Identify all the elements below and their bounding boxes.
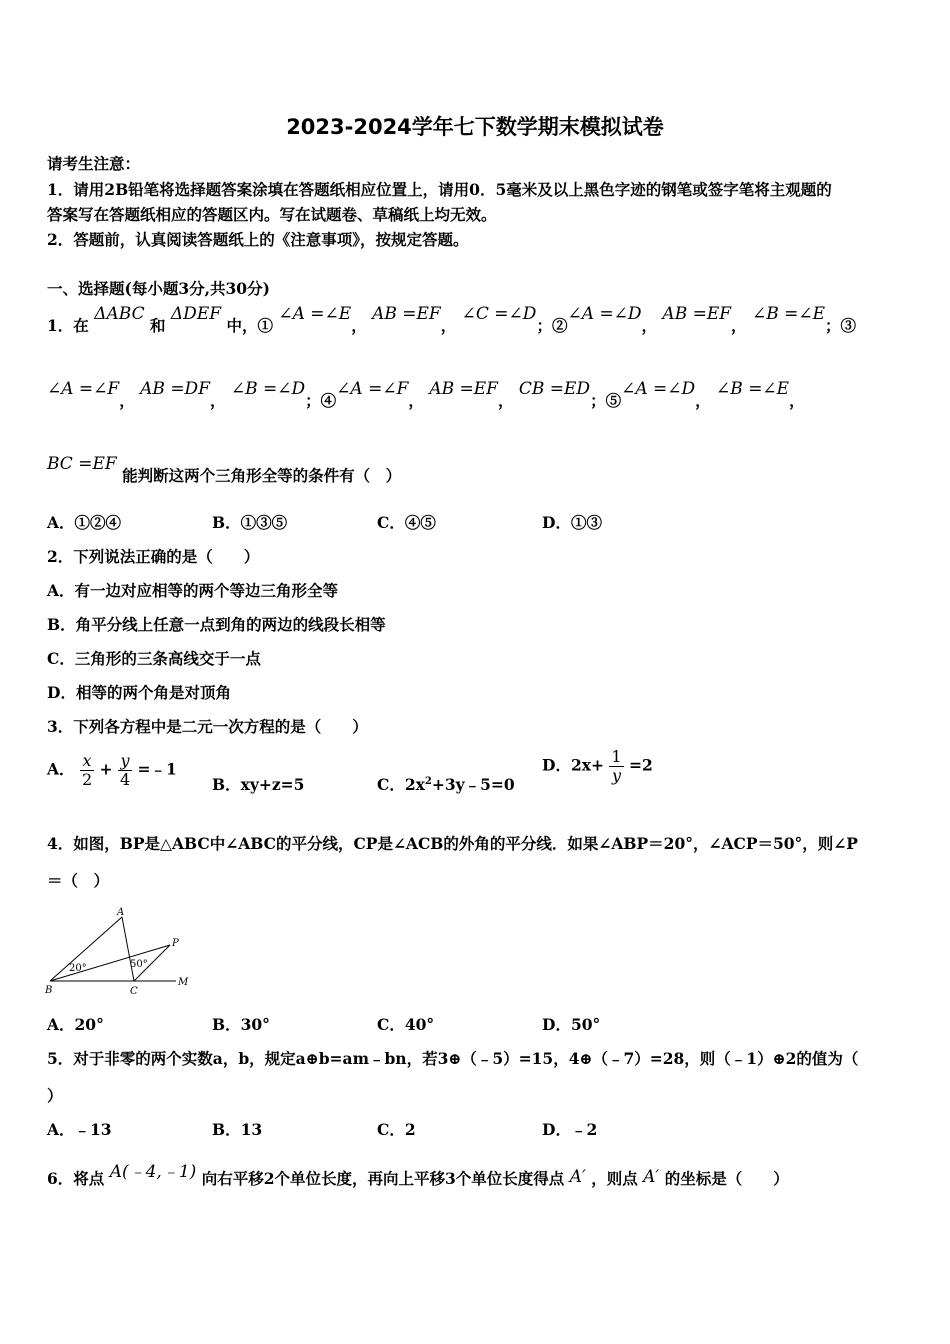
q5-stem-1: 5．对于非零的两个实数a，b，规定a⊕b=am﹣bn，若3⊕（﹣5）=15，4⊕（﹣7）=28，则（﹣1）⊕2的值为（ bbox=[47, 1049, 859, 1068]
q1-cond-2b: AB =EF bbox=[662, 304, 732, 324]
q6-point-a-prime-1: A′ bbox=[569, 1167, 586, 1187]
q1-cond-1b: AB =EF bbox=[372, 304, 441, 324]
section-heading: 一、选择题(每小题3分,共30分) bbox=[47, 279, 270, 298]
q5-option-b[interactable]: B．13 bbox=[212, 1120, 263, 1139]
triangle-figure bbox=[44, 905, 194, 997]
label-b: B bbox=[45, 985, 53, 996]
q1-sep-4: ；④ bbox=[305, 391, 337, 410]
q3-frac-1y: $\frac{1}{y}$ bbox=[611, 747, 622, 785]
q1-sep-2: ；② bbox=[536, 316, 568, 335]
q3-option-b[interactable]: B．xy+z=5 bbox=[212, 775, 305, 794]
q2-stem: 2．下列说法正确的是（ ） bbox=[47, 547, 260, 566]
q4-stem-2: ＝（ ） bbox=[47, 871, 110, 890]
q1-cond-2c: ∠B =∠E bbox=[751, 304, 826, 324]
q1-and: 和 bbox=[149, 316, 166, 335]
q1-cond-5a: ∠A =∠D bbox=[621, 379, 696, 399]
q6-point-a-prime-2: A′ bbox=[643, 1167, 660, 1187]
notice-heading: 请考生注意： bbox=[47, 154, 141, 173]
q4-option-a[interactable]: A．20° bbox=[47, 1015, 104, 1034]
q1-triangle-def: ΔDEF bbox=[170, 304, 222, 324]
q3-option-c[interactable]: C．$2x^2+3y﹣5=0$ bbox=[377, 775, 515, 794]
q1-prefix: 1．在 bbox=[47, 316, 89, 335]
q1-option-b[interactable]: B．①③⑤ bbox=[212, 513, 288, 532]
q4-option-b[interactable]: B．30° bbox=[212, 1015, 270, 1034]
q2-option-d[interactable]: D．相等的两个角是对顶角 bbox=[47, 683, 231, 702]
q1-cond-4b: AB =EF bbox=[429, 379, 498, 399]
notice-line-1: 1．请用2B铅笔将选择题答案涂填在答题纸相应位置上，请用0．5毫米及以上黑色字迹的钢笔或签字笔将主观题的 bbox=[47, 180, 832, 199]
q1-sep-3: ；③ bbox=[825, 316, 857, 335]
q4-option-c[interactable]: C．40° bbox=[377, 1015, 435, 1034]
notice-line-3: 2．答题前，认真阅读答题纸上的《注意事项》，按规定答题。 bbox=[47, 230, 469, 249]
label-c: C bbox=[130, 986, 138, 997]
q1-line-1: 1．在 ΔABC 和 ΔDEF 中，① ∠A =∠E， AB =EF， ∠C =∠D；②∠A =∠D， AB =EF， ∠B =∠E；③ bbox=[47, 304, 857, 335]
q1-cond-5c: BC =EF bbox=[47, 454, 117, 474]
q1-cond-2a: ∠A =∠D bbox=[567, 304, 642, 324]
q1-option-c[interactable]: C．④⑤ bbox=[377, 513, 436, 532]
q1-cond-1c: ∠C =∠D bbox=[461, 304, 537, 324]
q5-option-a[interactable]: A．﹣13 bbox=[47, 1120, 112, 1139]
q1-tail: 能判断这两个三角形全等的条件有（ ） bbox=[122, 466, 402, 485]
q1-sep-5: ；⑤ bbox=[590, 391, 622, 410]
q3-option-d[interactable]: D．2x+ $\frac{1}{y}$ =2 bbox=[542, 747, 653, 785]
q1-cond-3a: ∠A =∠F bbox=[47, 379, 120, 399]
angle-label-20: 20° bbox=[69, 963, 87, 974]
q6-point-a: A(﹣4,﹣1) bbox=[109, 1162, 197, 1182]
q2-option-b[interactable]: B．角平分线上任意一点到角的两边的线段长相等 bbox=[47, 615, 386, 634]
label-p: P bbox=[172, 938, 179, 949]
q3-frac-y4: $\frac{y}{4}$ bbox=[119, 751, 131, 789]
q5-option-d[interactable]: D．﹣2 bbox=[542, 1120, 598, 1139]
q5-stem-2: ） bbox=[47, 1086, 63, 1105]
q3-option-a[interactable]: A． $\frac{x}{2}$ + $\frac{y}{4}$ =﹣1 bbox=[47, 751, 177, 789]
exam-title: 2023-2024学年七下数学期末模拟试卷 bbox=[286, 115, 664, 139]
q2-option-c[interactable]: C．三角形的三条高线交于一点 bbox=[47, 649, 261, 668]
q1-cond-3b: AB =DF bbox=[140, 379, 210, 399]
q1-triangle-abc: ΔABC bbox=[94, 304, 145, 324]
q1-cond-3c: ∠B =∠D bbox=[230, 379, 306, 399]
segment-ac bbox=[122, 917, 134, 981]
q1-cond-1a: ∠A =∠E bbox=[278, 304, 352, 324]
q4-stem-1: 4．如图，BP是△ABC中∠ABC的平分线，CP是∠ACB的外角的平分线．如果∠ABP＝20°，∠ACP＝50°，则∠P bbox=[47, 834, 858, 853]
q6-stem: 6．将点 A(﹣4,﹣1) 向右平移2个单位长度，再向上平移3个单位长度得点 A′ ，则点 A′ 的坐标是（ ） bbox=[47, 1162, 789, 1188]
q3-stem: 3．下列各方程中是二元一次方程的是（ ） bbox=[47, 717, 368, 736]
q1-line-3 bbox=[47, 454, 402, 486]
q1-cond-4a: ∠A =∠F bbox=[336, 379, 409, 399]
q1-option-a[interactable]: A．①②④ bbox=[47, 513, 122, 532]
q4-option-d[interactable]: D．50° bbox=[542, 1015, 601, 1034]
angle-label-50: 50° bbox=[130, 959, 148, 970]
label-m: M bbox=[178, 977, 189, 988]
q1-cond-5b: ∠B =∠E bbox=[716, 379, 790, 399]
q1-line-2: ∠A =∠F， AB =DF， ∠B =∠D；④∠A =∠F， AB =EF， CB =ED；⑤∠A =∠D， ∠B =∠E， bbox=[47, 379, 805, 410]
q1-cond-4c: CB =ED bbox=[518, 379, 591, 399]
q5-option-c[interactable]: C．2 bbox=[377, 1120, 416, 1139]
q1-option-d[interactable]: D．①③ bbox=[542, 513, 602, 532]
q2-option-a[interactable]: A．有一边对应相等的两个等边三角形全等 bbox=[47, 581, 339, 600]
label-a: A bbox=[117, 907, 125, 918]
notice-line-2: 答案写在答题纸相应的答题区内。写在试题卷、草稿纸上均无效。 bbox=[47, 205, 497, 224]
q1-mid: 中，① bbox=[226, 316, 273, 335]
q3-frac-x2: $\frac{x}{2}$ bbox=[81, 751, 93, 789]
